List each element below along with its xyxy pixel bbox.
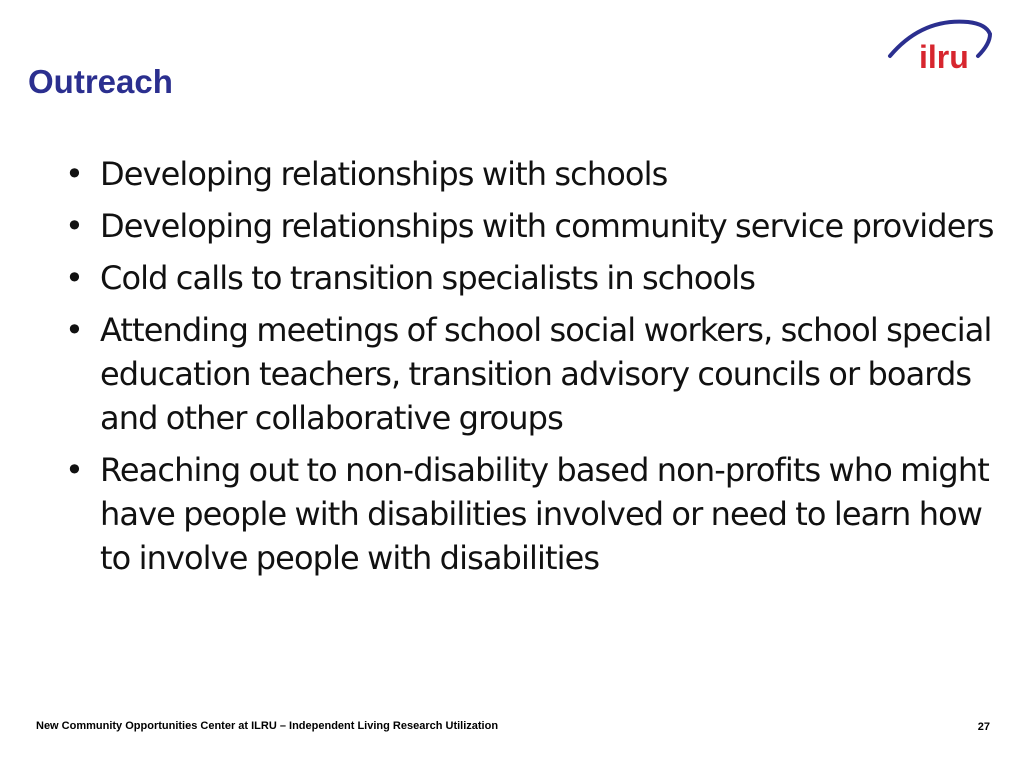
bullet-dot-icon: •	[65, 155, 83, 193]
ilru-logo-icon	[886, 16, 992, 72]
bullet-list	[58, 152, 1008, 588]
bullet-item	[58, 256, 1008, 300]
slide-title: Outreach	[28, 63, 173, 100]
footer-text: New Community Opportunities Center at ILRU – Independent Living Research Utilization	[36, 720, 499, 732]
bullet-text: Attending meetings of school social workers, school special education teachers, transition advisory councils or boards and other collaborative groups	[100, 311, 992, 437]
page-number: 27	[977, 721, 990, 733]
bullet-dot-icon: •	[65, 207, 83, 245]
bullet-text: Cold calls to transition specialists in schools	[100, 259, 755, 297]
bullet-text: Developing relationships with schools	[100, 155, 668, 193]
bullet-text: Reaching out to non-disability based non-profits who might have people with disabilities involved or need to learn how to involve people with disabilities	[100, 451, 989, 577]
logo-text: ilru	[919, 39, 969, 72]
bullet-dot-icon: •	[65, 259, 83, 297]
bullet-dot-icon: •	[65, 311, 83, 349]
bullet-dot-icon: •	[65, 451, 83, 489]
bullet-item	[58, 448, 1008, 580]
bullet-text: Developing relationships with community service providers	[100, 207, 994, 245]
bullet-item	[58, 204, 1008, 248]
bullet-item	[58, 152, 1008, 196]
bullet-item	[58, 308, 1008, 440]
